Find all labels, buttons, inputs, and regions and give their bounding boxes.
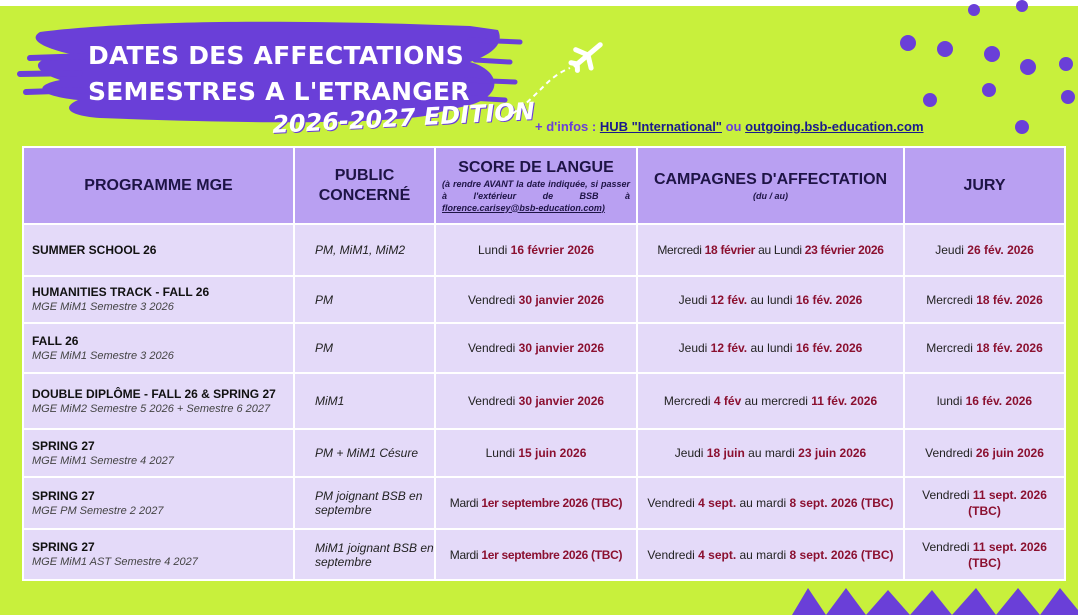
campagne-to-day: au mardi: [736, 496, 790, 510]
campagne-from-date: 4 fév: [713, 394, 742, 408]
campagne-from-date: 18 juin: [706, 446, 745, 460]
score-date: 1er septembre 2026 (TBC): [481, 496, 623, 510]
programme-title: SPRING 27: [32, 438, 95, 453]
campagne-from-day: Vendredi: [647, 496, 699, 510]
campagne-to-date: 16 fév. 2026: [795, 292, 863, 307]
jury-day: Mercredi: [926, 292, 977, 307]
score-day: Vendredi: [467, 341, 519, 355]
programme-title: SPRING 27: [32, 540, 95, 554]
jury-date: 18 fév. 2026: [976, 292, 1043, 307]
public-cell: PM + MiM1 Césure: [294, 429, 435, 477]
campagne-to-date: 8 sept. 2026 (TBC): [789, 496, 894, 510]
score-day: Vendredi: [467, 292, 519, 307]
programme-title: HUMANITIES TRACK - FALL 26: [32, 285, 210, 299]
campagne-to-date: 16 fév. 2026: [795, 341, 863, 355]
campagne-to-date: 23 juin 2026: [798, 446, 867, 460]
campagne-to-day: au Lundi: [755, 243, 805, 257]
score-date: 15 juin 2026: [518, 446, 587, 460]
campagne-to-date: 23 février 2026: [804, 243, 884, 257]
more-info-separator: ou: [725, 119, 742, 134]
public-cell: PM, MiM1, MiM2: [294, 224, 435, 276]
score-note-text: (à rendre AVANT la date indiquée, si passer à l'extérieur de BSB à: [442, 178, 630, 201]
header-score-label: SCORE DE LANGUE: [458, 158, 614, 176]
edition-label: 2026-2027 EDITION: [271, 97, 536, 139]
programme-subtitle: MGE PM Semestre 2 2027: [32, 504, 164, 517]
campagne-to-day: au mercredi: [741, 394, 812, 408]
jury-day: Jeudi: [935, 243, 968, 257]
campagne-to-date: 11 fév. 2026: [811, 394, 878, 408]
campagne-from-day: Jeudi: [674, 446, 707, 460]
campagne-from-day: Jeudi: [678, 292, 711, 307]
header-public-label: PUBLIC CONCERNÉ: [318, 166, 411, 204]
campagne-from-day: Vendredi: [647, 547, 699, 562]
campagne-from-date: 18 février: [704, 243, 756, 257]
jury-day: Vendredi: [922, 488, 973, 502]
programme-subtitle: MGE MiM1 Semestre 3 2026: [32, 349, 174, 362]
programme-subtitle: MGE MiM2 Semestre 5 2026 + Semestre 6 2027: [32, 402, 271, 415]
score-date: 1er septembre 2026 (TBC): [481, 547, 623, 562]
score-day: Vendredi: [467, 394, 519, 408]
hub-international-link[interactable]: HUB "International": [599, 119, 722, 134]
jury-date: 11 sept. 2026 (TBC): [968, 539, 1047, 570]
public-cell: PM: [294, 276, 435, 323]
title-line-2: SEMESTRES A L'ETRANGER: [88, 77, 470, 106]
more-info-prefix: + d'infos :: [535, 119, 597, 134]
outgoing-site-link[interactable]: outgoing.bsb-education.com: [745, 119, 924, 134]
jury-day: Vendredi: [925, 446, 976, 460]
score-date: 30 janvier 2026: [518, 292, 605, 307]
title-line-1: DATES DES AFFECTATIONS: [88, 41, 464, 70]
programme-title: FALL 26: [32, 333, 79, 348]
programme-title: DOUBLE DIPLÔME - FALL 26 & SPRING 27: [32, 386, 276, 401]
score-day: Lundi: [477, 243, 511, 257]
public-cell: PM: [294, 323, 435, 373]
jury-date: 16 fév. 2026: [965, 394, 1033, 408]
jury-day: Mercredi: [926, 341, 977, 355]
campagne-to-day: au lundi: [747, 292, 796, 307]
jury-date: 11 sept. 2026 (TBC): [968, 488, 1047, 518]
public-cell: PM joignant BSB en septembre: [294, 477, 435, 529]
header-jury: JURY: [904, 147, 1065, 224]
header-campagnes-label: CAMPAGNES D'AFFECTATION: [653, 170, 888, 188]
programme-subtitle: MGE MiM1 AST Semestre 4 2027: [32, 556, 198, 568]
campagne-from-day: Mercredi: [663, 394, 714, 408]
score-date: 30 janvier 2026: [518, 394, 605, 408]
programme-title: SUMMER SCHOOL 26: [32, 242, 157, 257]
score-date: 30 janvier 2026: [518, 341, 605, 355]
score-day: Mardi: [449, 547, 482, 562]
campagne-from-date: 12 fév.: [710, 292, 748, 307]
jury-day: lundi: [936, 394, 966, 408]
jury-date: 26 fév. 2026: [967, 243, 1034, 257]
score-note-email: florence.carisey@bsb-education.com): [442, 202, 605, 213]
jury-day: Vendredi: [922, 539, 973, 554]
jury-date: 26 juin 2026: [975, 446, 1044, 460]
score-day: Lundi: [485, 446, 519, 460]
campagne-to-day: au mardi: [744, 446, 799, 460]
score-day: Mardi: [449, 496, 482, 510]
campagne-to-day: au lundi: [747, 341, 796, 355]
header-campagnes-note: (du / au): [753, 190, 788, 201]
score-date: 16 février 2026: [510, 243, 595, 257]
campagne-to-day: au mardi: [736, 547, 790, 562]
programme-subtitle: MGE MiM1 Semestre 3 2026: [32, 301, 174, 313]
campagne-to-date: 8 sept. 2026 (TBC): [789, 547, 894, 562]
campagne-from-date: 12 fév.: [710, 341, 748, 355]
campagne-from-day: Mercredi: [657, 243, 705, 257]
public-cell: MiM1 joignant BSB en septembre: [294, 529, 435, 580]
header-programme: PROGRAMME MGE: [23, 147, 294, 224]
campagne-from-day: Jeudi: [678, 341, 711, 355]
public-cell: MiM1: [294, 373, 435, 429]
campagne-from-date: 4 sept.: [698, 547, 737, 562]
programme-subtitle: MGE MiM1 Semestre 4 2027: [32, 454, 174, 467]
jury-date: 18 fév. 2026: [976, 341, 1043, 355]
campagne-from-date: 4 sept.: [698, 496, 737, 510]
programme-title: SPRING 27: [32, 488, 95, 503]
